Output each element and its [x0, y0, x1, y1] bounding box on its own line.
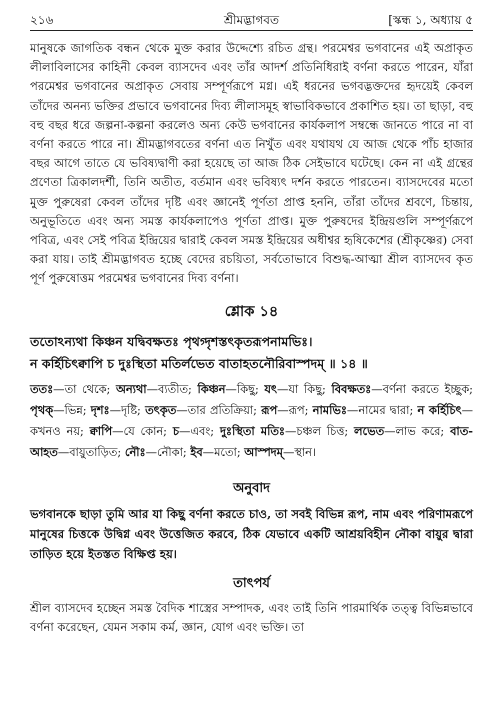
- synonym-word: ন কর্হিচিৎ: [417, 402, 462, 417]
- synonym-word: চ: [172, 423, 179, 438]
- purport-title: তাৎপর্য: [233, 575, 270, 591]
- synonym-word: দৃশঃ: [90, 402, 110, 417]
- synonym-meaning: —যা কিছু;: [277, 381, 332, 396]
- synonym-meaning: —নামের দ্বারা;: [346, 402, 418, 417]
- synonym-word: দুঃস্থিতা মতিঃ: [219, 423, 286, 438]
- translation-text: ভগবানকে ছাড়া তুমি আর যা কিছু বর্ণনা করতে চাও, তা সবই বিভিন্ন রূপ, নাম এবং পরিণামরূপে মানুষের চিত্তকে উদ্বিগ্ন এবং উত্তেজিত করবে, ঠিক যেভাবে একটি আশ্রয়বিহীন নৌকা বায়ুর দ্বারা তাড়িত হয়ে ইতস্তত বিক্ষিপ্ত হয়।: [30, 506, 473, 561]
- synonym-word: নামভিঃ: [312, 402, 347, 417]
- synonym-word: অন্যথা: [115, 381, 147, 396]
- synonym-meaning: —মতো;: [202, 444, 245, 459]
- translation-title: অনুবাদ: [233, 480, 270, 496]
- synonym-word: যৎ: [264, 381, 278, 396]
- synonym-meaning: —ভিন্ন;: [53, 402, 91, 417]
- verse-title: শ্লোক ১৪: [224, 302, 279, 320]
- verse-text: [30, 331, 473, 375]
- synonyms-block: [30, 379, 473, 463]
- body-paragraph: মানুষকে জাগতিক বন্ধন থেকে মুক্ত করার উদ্দেশ্যে রচিত গ্রন্থ। পরমেশ্বর ভগবানের এই অপ্রাকৃত লীলাবিলাসের কাহিনী কেবল ব্যাসদেব এবং তাঁর আদর্শ প্রতিনিধিরাই বর্ণনা করতে পারেন, যাঁরা পরমেশ্বর ভগবানের অপ্রাকৃত সেবায় সম্পূর্ণরূপে মগ্ন। এই ধরনের ভগবদ্ভক্তদের হৃদয়েই কেবল তাঁদের অনন্য ভক্তির প্রভাবে ভগবানের দিব্য লীলাসমূহ স্বাভাবিকভাবে প্রকাশিত হয়। তা ছাড়া, বহু বহু বছর ধরে জল্পনা-কল্পনা করলেও অন্য কেউ ভগবানের কার্যকলাপ সম্বন্ধে জানতে পারে না বা বর্ণনা করতে পারে না। শ্রীমদ্ভাগবতের বর্ণনা এত নিখুঁত এবং যথাযথ যে আজ থেকে পাঁচ হাজার বছর আগে তাতে যে ভবিষ্যদ্বাণী করা হয়েছে তা আজ ঠিক সেইভাবে ঘটেছে। কেন না এই গ্রন্থের প্রণেতা ত্রিকালদর্শী, তিনি অতীত, বর্তমান এবং ভবিষ্যৎ দর্শন করতে পারতেন। ব্যাসদেবের মতো মুক্ত পুরুষেরা কেবল তাঁদের দৃষ্টি এবং জ্ঞানেই পূর্ণতা প্রাপ্ত হননি, তাঁরা তাঁদের শ্রবণে, চিন্তায়, অনুভূতিতে এবং অন্য সমস্ত কার্যকলাপেও পূর্ণতা প্রাপ্ত। মুক্ত পুরুষদের ইন্দ্রিয়গুলি সম্পূর্ণরূপে পবিত্র, এবং সেই পবিত্র ইন্দ্রিয়ের দ্বারাই কেবল সমস্ত ইন্দ্রিয়ের অধীশ্বর হৃষিকেশের (শ্রীকৃষ্ণের) সেবা করা যায়। তাই শ্রীমদ্ভাগবত হচ্ছে বেদের রচয়িতা, সর্বতোভাবে বিশুদ্ধ-আত্মা শ্রীল ব্যাসদেব কৃত পূর্ণ পুরুষোত্তম পরমেশ্বর ভগবানের দিব্য বর্ণনা।: [30, 41, 473, 286]
- synonym-word: রূপ: [261, 402, 278, 417]
- purport-text: শ্রীল ব্যাসদেব হচ্ছেন সমস্ত বৈদিক শাস্ত্রের সম্পাদক, এবং তাই তিনি পারমার্থিক তত্ত্ব বিভিন্নভাবে বর্ণনা করেছেন, যেমন সকাম কর্ম, জ্ঞান, যোগ এবং ভক্তি। তা: [30, 600, 473, 634]
- synonym-word: ততঃ: [30, 381, 54, 396]
- synonym-meaning: —নৌকা;: [145, 444, 191, 459]
- synonym-meaning: —চঞ্চল চিত্ত;: [285, 423, 355, 438]
- synonym-word: পৃথক্: [30, 402, 54, 417]
- synonym-meaning: —দৃষ্টি;: [109, 402, 146, 417]
- page-header: [30, 8, 473, 30]
- synonym-meaning: —লাভ করে;: [384, 423, 451, 438]
- synonym-word: লভেত: [354, 423, 385, 438]
- synonym-meaning: —কখনও নয়;: [30, 402, 473, 438]
- page-number: ২১৬: [30, 13, 54, 27]
- synonym-word: বাত-আহত: [30, 423, 473, 459]
- synonym-meaning: —যে কোন;: [112, 423, 173, 438]
- synonym-word: ক্বাপি: [89, 423, 113, 438]
- synonym-meaning: —কিছু;: [225, 381, 265, 396]
- synonym-word: নৌঃ: [124, 444, 146, 459]
- synonym-word: আস্পদম্: [244, 444, 283, 459]
- synonym-meaning: —বর্ণনা করতে ইচ্ছুক;: [371, 381, 473, 396]
- synonym-meaning: —তা থেকে;: [53, 381, 116, 396]
- synonym-word: বিবক্ষতঃ: [331, 381, 372, 396]
- synonym-meaning: —বায়ুতাড়িত;: [57, 444, 125, 459]
- synonym-meaning: —স্থান।: [282, 444, 317, 459]
- synonym-meaning: —রূপ;: [277, 402, 313, 417]
- synonym-word: ইব: [190, 444, 203, 459]
- synonym-word: তৎকৃত: [145, 402, 177, 417]
- book-title: শ্রীমদ্ভাগবত: [223, 13, 279, 27]
- synonym-meaning: —এবং;: [178, 423, 220, 438]
- synonym-word: কিঞ্চন: [197, 381, 226, 396]
- synonym-meaning: —তার প্রতিক্রিয়া;: [176, 402, 262, 417]
- verse-line: ন কর্হিচিৎক্বাপি চ দুঃস্থিতা মতির্লভেত বাতাহতনৌরিবাস্পদম্ ॥ ১৪ ॥: [30, 355, 368, 371]
- verse-line: ততোঽন্যথা কিঞ্চন যদ্বিবক্ষতঃ পৃথগ্দৃশস্তৎকৃতরূপনামভিঃ।: [30, 333, 313, 349]
- synonym-meaning: —ব্যতীত;: [146, 381, 198, 396]
- chapter-reference: [স্কন্ধ ১, অধ্যায় ৫: [388, 13, 473, 27]
